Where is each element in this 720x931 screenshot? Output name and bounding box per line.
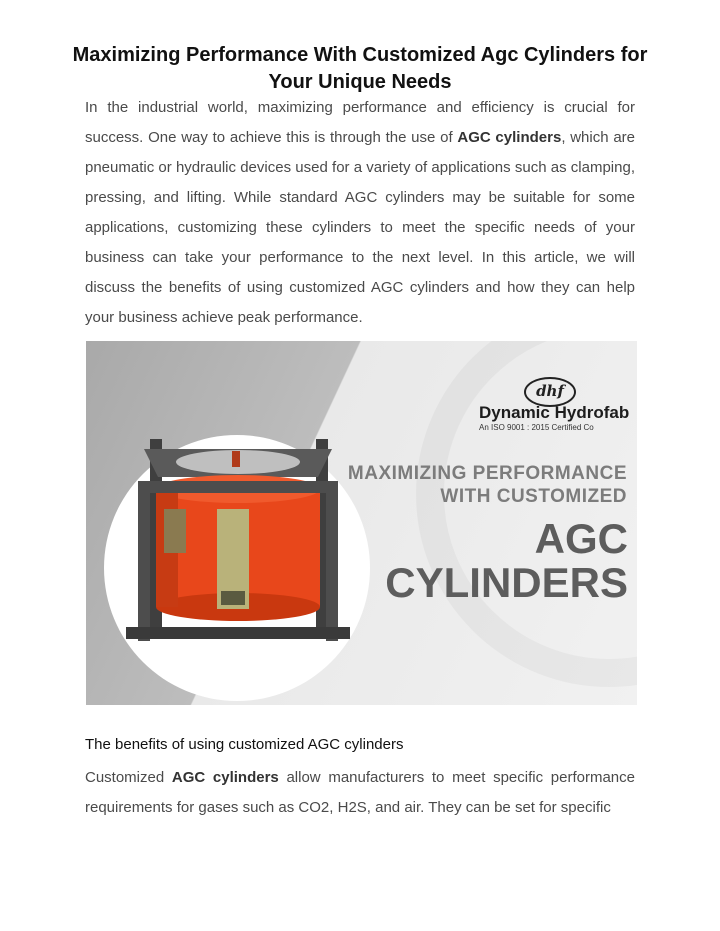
section-text-end: allow manufacturers to meet specific performance requirements for gases such as CO2, H2S, and air. They can be set for specific — [85, 769, 635, 816]
intro-text-end: , which are pneumatic or hydraulic devices used for a variety of applications such as clamping, pressing, and lifting. While standard AGC cylinders may be suitable for some applications, customizing these cylinders to meet the specific needs of your business can take your performance to the next level. In this article, we will discuss the benefits of using customized AGC cylinders and how they can help your business achieve peak performance. — [85, 129, 635, 326]
intro-text-start: In the industrial world, maximizing performance and efficiency is crucial for success. One way to achieve this is through the use of — [85, 99, 635, 146]
iso-certification: An ISO 9001 : 2015 Certified Co — [479, 423, 594, 432]
dhf-logo-mark: dhf — [524, 377, 576, 407]
agc-cylinders-link-2[interactable]: AGC cylinders — [171, 769, 279, 786]
hero-tagline-line1: MAXIMIZING PERFORMANCE — [347, 463, 627, 484]
section-heading: The benefits of using customized AGC cylinders — [85, 736, 404, 753]
hero-tagline-line2: WITH CUSTOMIZED — [440, 486, 627, 507]
agc-cylinders-link[interactable]: AGC cylinders — [457, 129, 562, 146]
section-text-start: Customized — [85, 769, 172, 786]
hero-banner-image — [86, 341, 637, 705]
intro-paragraph — [85, 93, 635, 333]
hero-headline-agc: AGC — [534, 515, 628, 562]
company-name: Dynamic Hydrofab — [479, 403, 630, 422]
section-paragraph — [85, 763, 635, 823]
hero-headline-cylinders: CYLINDERS — [385, 559, 628, 606]
page-title: Maximizing Performance With Customized Agc Cylinders for Your Unique Needs — [72, 44, 648, 93]
